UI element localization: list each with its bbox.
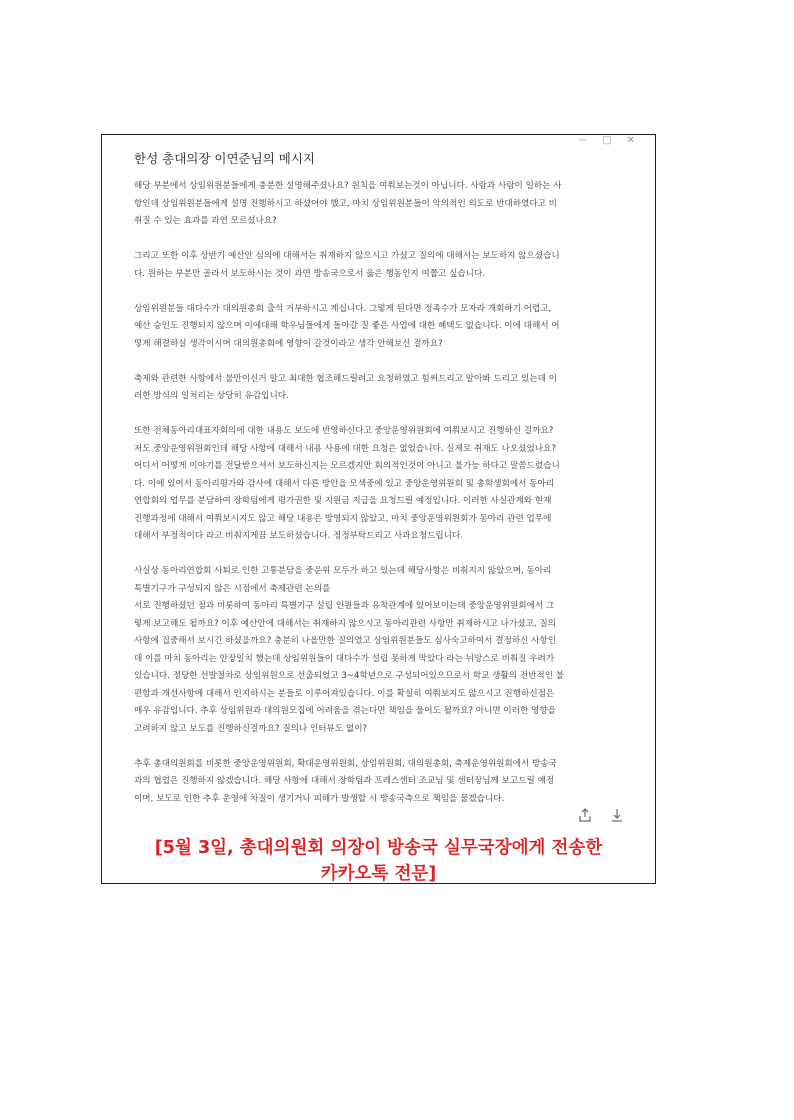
message-line: 매우 유감입니다. 추후 상임위원과 대의원모집에 어려움을 겪는다면 책임을 물어도 될까요? 아니면 이러한 영향을	[134, 706, 556, 716]
message-line: 상임위원분들 대다수가 대의원총회 출석 거부하시고 계십니다. 그렇게 된다면 정족수가 모자라 개회하기 어렵고,	[134, 303, 552, 314]
message-line: 특별기구가 구성되지 않은 시점에서 축제관련 논의를	[134, 583, 331, 594]
message-line: 해당 부분에서 상임위원분들에게 충분한 설명해주셨나요? 원칙을 여쭤보는것이 아닙니다. 사람과 사람이 일하는 사	[134, 181, 562, 191]
message-actions	[577, 807, 625, 823]
message-paragraph	[134, 371, 626, 406]
message-line: 추후 총대의원회를 비롯한 중앙운영위원회, 확대운영위원회, 상임위원회, 대의원총회, 축제운영위원회에서 방송국	[134, 758, 557, 769]
message-line: 데 이를 마치 동아리는 안장일치 했는데 상임위원들이 대다수가 설립 못하게 막았다 라는 뉘앙스로 비춰질 우려가	[134, 653, 555, 664]
message-line: 항인데 상임위원분들에게 설명 진행하시고 하셨어야 했고, 마치 상임위원분들이 악의적인 의도로 반대하였다고 비	[134, 198, 557, 209]
maximize-icon[interactable]: □	[601, 135, 618, 146]
message-line: 있습니다. 정당한 선발절차로 상임위원으로 선출되었고 3~4학년으로 구성되어있으므로서 학교 생활의 전반적인 불	[134, 671, 565, 681]
share-icon[interactable]	[577, 807, 593, 823]
message-line: 사실상 동아리연합회 사퇴로 인한 고통분담을 중운위 모두가 하고 있는데 해당사항은 비춰지지 않았으며, 동아리	[134, 566, 552, 576]
message-line: 축제와 관련한 사항에서 불만이신거 알고 최대한 협조해드릴려고 요청하였고 힘써드리고 알아봐 드리고 있는데 이	[134, 373, 557, 384]
download-icon[interactable]	[609, 807, 625, 823]
caption-line-1: [5월 3일, 총대의원회 의장이 방송국 실무국장에게 전송한	[154, 838, 603, 858]
message-window	[101, 134, 656, 884]
message-paragraph	[134, 178, 626, 231]
message-line: 사항에 집중해서 보시긴 하셨을까요? 충분히 나올만한 질의였고 상임위원분들도 심사숙고하여서 결정하신 사항인	[134, 636, 557, 646]
message-line: 다. 이에 있어서 동아리평가와 감사에 대해서 다른 방안을 모색중에 있고 중앙운영위원회 및 총학생회에서 동아리	[134, 478, 555, 489]
message-paragraph	[134, 248, 626, 283]
message-line: 다. 원하는 부분만 골라서 보도하시는 것이 과연 방송국으로서 옳은 행동인지 여쭙고 싶습니다.	[134, 268, 485, 279]
message-line: 떻게 해결하실 생각이시며 대의원총회에 영향이 갈것이라고 생각 안해보신 걸까요?	[134, 338, 443, 349]
message-line: 저도 중앙운영위원회인데 해당 사항에 대해서 내용 사용에 대한 요청은 없었습니다. 실제로 취재도 나오셨었나요?	[134, 443, 556, 454]
message-line: 편함과 개선사항에 대해서 인지하시는 분들로 이루어져있습니다. 이를 확실히 여쭤보지도 않으시고 진행하신점은	[134, 688, 555, 699]
window-controls	[578, 135, 641, 146]
caption-line-2: 카카오톡 전문]	[320, 864, 437, 884]
message-paragraph	[134, 563, 626, 738]
message-line: 서로 진행하셨던 점과 비롯하여 동아리 특별기구 설립 인원들과 유착관계에 있어보이는데 중앙운영위원회에서 그	[134, 601, 555, 611]
message-line: 러한 방식의 일처리는 상당히 유감입니다.	[134, 391, 289, 401]
close-icon[interactable]: ✕	[626, 135, 641, 146]
message-line: 취질 수 있는 효과를 과연 모르셨나요?	[134, 216, 277, 226]
caption	[102, 835, 655, 887]
message-title: 한성 총대의장 이연준님의 메시지	[134, 151, 315, 166]
message-paragraph	[134, 423, 626, 546]
minimize-icon[interactable]: −	[578, 135, 593, 146]
message-paragraph	[134, 301, 626, 354]
message-line: 어디서 어떻게 이야기를 전달받으셔서 보도하신지는 모르겠지만 회의적인것이 아니고 불가능 하다고 말씀드렸습니	[134, 461, 560, 471]
message-line: 예산 승인도 진행되지 않으며 이에대해 학우님들에게 돌아갈 질 좋은 사업에 대한 혜택도 없습니다. 이에 대해서 어	[134, 321, 560, 331]
message-body	[134, 178, 626, 826]
message-line: 또한 전체동아리대표자회의에 대한 내용도 보도에 반영하신다고 중앙운영위원회에 여쭤보시고 진행하신 걸까요?	[134, 426, 554, 436]
message-line: 대해서 부정적이다 라고 비춰지게끔 보도하셨습니다. 정정부탁드리고 사과요청드립니다.	[134, 531, 464, 541]
message-line: 고려하지 않고 보도를 진행하신걸까요? 질의나 인터뷰도 없이?	[134, 723, 368, 734]
message-line: 과의 협업은 진행하지 않겠습니다. 해당 사항에 대해서 장학팀과 프레스센터 조교님 및 센터장님께 보고드릴 예정	[134, 776, 555, 786]
message-line: 진행과정에 대해서 여쭤보시지도 않고 해당 내용은 방영되지 않았고, 마치 중앙운영위원회가 동아리 관련 업무에	[134, 513, 552, 524]
message-line: 그리고 또한 이후 상반기 예산안 심의에 대해서는 취재하지 않으시고 가셨고 질의에 대해서는 보도하지 않으셨습니	[134, 251, 560, 261]
message-line: 렇게 보고해도 될까요? 이후 예산안에 대해서는 취재하지 않으시고 동아리관련 사항만 취재하시고 나가셨고, 질의	[134, 618, 556, 629]
message-line: 이며, 보도로 인한 추후 운영에 차질이 생기거나 피해가 발생할 시 방송국측으로 책임을 물겠습니다.	[134, 793, 505, 804]
message-line: 연합회의 업무를 분담하여 장학팀에게 평가권한 및 지원금 지급을 요청드릴 예정입니다. 이러한 사실관계와 현재	[134, 496, 552, 506]
message-paragraph	[134, 756, 626, 809]
